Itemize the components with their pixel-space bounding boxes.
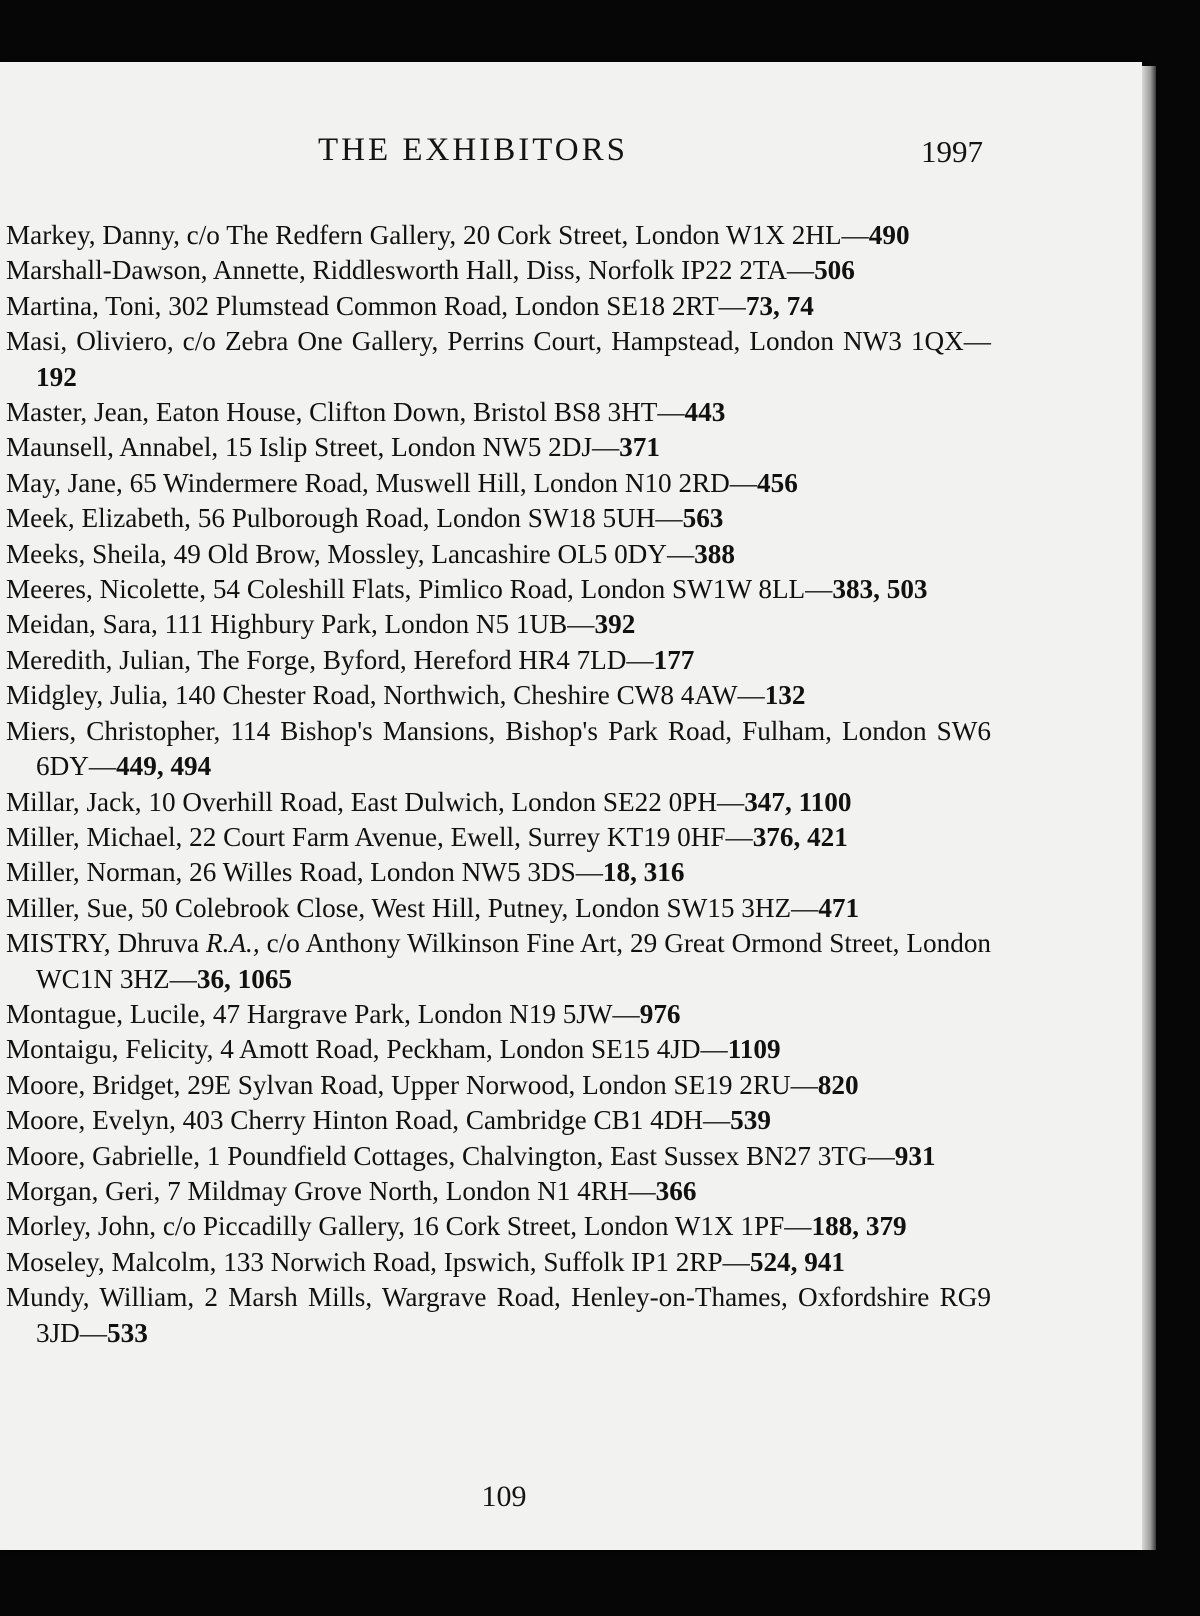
catalogue-numbers: 506 — [814, 255, 855, 286]
entry-text: Montague, Lucile, 47 Hargrave Park, London N19 5JW— — [6, 998, 640, 1029]
catalogue-numbers: 347, 1100 — [744, 786, 852, 817]
catalogue-numbers: 820 — [817, 1069, 859, 1100]
entry-text: c/o Anthony Wilkinson Fine Art, 29 Great Ormond Street, London WC1N 3HZ— — [36, 928, 992, 994]
exhibitor-entry — [6, 289, 991, 324]
entry-text: Miller, Norman, 26 Willes Road, London NW5 3DS— — [6, 857, 603, 888]
exhibitor-list — [6, 218, 991, 1351]
entry-text: Morley, John, c/o Piccadilly Gallery, 16 Cork Street, London W1X 1PF— — [6, 1211, 812, 1242]
entry-text: Meek, Elizabeth, 56 Pulborough Road, London SW18 5UH— — [6, 503, 683, 534]
exhibitor-entry — [6, 1032, 991, 1067]
catalogue-numbers: 192 — [36, 361, 77, 392]
entry-text: MISTRY, Dhruva — [6, 928, 200, 959]
entry-text: May, Jane, 65 Windermere Road, Muswell Hill, London N10 2RD— — [6, 467, 757, 498]
catalogue-numbers: 563 — [682, 503, 724, 534]
entry-text: Meeks, Sheila, 49 Old Brow, Mossley, Lancashire OL5 0DY— — [6, 538, 695, 569]
exhibitor-entry — [6, 891, 991, 926]
entry-text: Meeres, Nicolette, 54 Coleshill Flats, Pimlico Road, London SW1W 8LL— — [6, 574, 833, 605]
exhibitor-entry — [6, 1245, 991, 1280]
catalogue-numbers: 392 — [594, 609, 636, 640]
exhibitor-entry — [6, 855, 991, 890]
exhibitor-entry — [6, 1103, 991, 1138]
catalogue-numbers: 18, 316 — [602, 857, 685, 888]
catalogue-numbers: 456 — [757, 467, 798, 498]
catalogue-numbers: 524, 941 — [749, 1246, 845, 1277]
exhibitor-entry — [6, 926, 991, 997]
header-year: 1997 — [921, 134, 983, 169]
exhibitor-entry — [6, 678, 991, 713]
academician-title: R.A., — [206, 928, 260, 959]
page-edge — [1142, 66, 1156, 1550]
entry-text: Martina, Toni, 302 Plumstead Common Road, London SE18 2RT— — [6, 290, 746, 321]
catalogue-numbers: 188, 379 — [811, 1211, 907, 1242]
exhibitor-entry — [6, 714, 991, 785]
entry-text: Mundy, William, 2 Marsh Mills, Wargrave Road, Henley-on-Thames, Oxfordshire RG9 3JD— — [6, 1282, 991, 1348]
exhibitor-entry — [6, 1068, 991, 1103]
section-title: THE EXHIBITORS — [318, 132, 628, 168]
entry-text: Miller, Michael, 22 Court Farm Avenue, Ewell, Surrey KT19 0HF— — [6, 821, 753, 852]
catalogue-numbers: 371 — [619, 432, 660, 463]
catalogue-numbers: 383, 503 — [832, 574, 928, 605]
catalogue-numbers: 388 — [694, 538, 735, 569]
entry-text: Miller, Sue, 50 Colebrook Close, West Hill, Putney, London SW15 3HZ— — [6, 892, 819, 923]
exhibitor-entry — [6, 430, 991, 465]
catalogue-numbers: 976 — [639, 998, 681, 1029]
catalogue-numbers: 471 — [818, 892, 860, 923]
exhibitor-entry — [6, 607, 991, 642]
entry-text: Moore, Evelyn, 403 Cherry Hinton Road, Cambridge CB1 4DH— — [6, 1105, 731, 1136]
catalogue-numbers: 443 — [684, 397, 726, 428]
running-header — [0, 132, 1142, 172]
entry-text: Millar, Jack, 10 Overhill Road, East Dulwich, London SE22 0PH— — [6, 786, 745, 817]
catalogue-numbers: 449, 494 — [116, 751, 212, 782]
entry-text: Master, Jean, Eaton House, Clifton Down, Bristol BS8 3HT— — [6, 397, 685, 428]
exhibitor-entry — [6, 466, 991, 501]
entry-text: Maunsell, Annabel, 15 Islip Street, London NW5 2DJ— — [6, 432, 620, 463]
page-number: 109 — [481, 1480, 527, 1513]
catalogue-numbers: 931 — [894, 1140, 936, 1171]
catalogue-numbers: 177 — [653, 644, 695, 675]
exhibitor-entry — [6, 324, 991, 395]
entry-text: Montaigu, Felicity, 4 Amott Road, Peckham, London SE15 4JD— — [6, 1034, 728, 1065]
exhibitor-entry — [6, 997, 991, 1032]
exhibitor-entry — [6, 820, 991, 855]
entry-text: Marshall-Dawson, Annette, Riddlesworth Hall, Diss, Norfolk IP22 2TA— — [6, 255, 815, 286]
entry-text: Moore, Bridget, 29E Sylvan Road, Upper Norwood, London SE19 2RU— — [6, 1069, 818, 1100]
exhibitor-entry — [6, 218, 991, 253]
entry-text: Moseley, Malcolm, 133 Norwich Road, Ipswich, Suffolk IP1 2RP— — [6, 1246, 750, 1277]
entry-text: Masi, Oliviero, c/o Zebra One Gallery, Perrins Court, Hampstead, London NW3 1QX— — [6, 326, 991, 357]
catalogue-numbers: 533 — [107, 1317, 148, 1348]
exhibitor-entry — [6, 501, 991, 536]
catalogue-numbers: 36, 1065 — [196, 963, 292, 994]
catalogue-numbers: 132 — [764, 680, 806, 711]
exhibitor-entry — [6, 1174, 991, 1209]
entry-text: Midgley, Julia, 140 Chester Road, Northwich, Cheshire CW8 4AW— — [6, 680, 765, 711]
entry-text: Meredith, Julian, The Forge, Byford, Hereford HR4 7LD— — [6, 644, 654, 675]
entry-text: Moore, Gabrielle, 1 Poundfield Cottages, Chalvington, East Sussex BN27 3TG— — [6, 1140, 895, 1171]
exhibitor-entry — [6, 1280, 991, 1351]
exhibitor-entry — [6, 1209, 991, 1244]
entry-text: Markey, Danny, c/o The Redfern Gallery, 20 Cork Street, London W1X 2HL— — [6, 220, 869, 250]
catalogue-numbers: 1109 — [727, 1034, 781, 1065]
exhibitor-entry — [6, 572, 991, 607]
catalogue-numbers: 539 — [730, 1105, 771, 1136]
exhibitor-entry — [6, 537, 991, 572]
catalogue-numbers: 490 — [868, 220, 910, 250]
exhibitor-entry — [6, 785, 991, 820]
entry-text: Meidan, Sara, 111 Highbury Park, London N5 1UB— — [6, 609, 595, 640]
entry-text: Miers, Christopher, 114 Bishop's Mansions, Bishop's Park Road, Fulham, London SW6 6DY— — [6, 715, 991, 782]
exhibitor-entry — [6, 1139, 991, 1174]
exhibitor-entry — [6, 395, 991, 430]
catalogue-numbers: 376, 421 — [752, 821, 848, 852]
entry-text: Morgan, Geri, 7 Mildmay Grove North, London N1 4RH— — [6, 1175, 656, 1206]
catalogue-numbers: 73, 74 — [745, 290, 814, 321]
exhibitor-entry — [6, 643, 991, 678]
catalogue-numbers: 366 — [655, 1175, 697, 1206]
exhibitor-entry — [6, 253, 991, 288]
